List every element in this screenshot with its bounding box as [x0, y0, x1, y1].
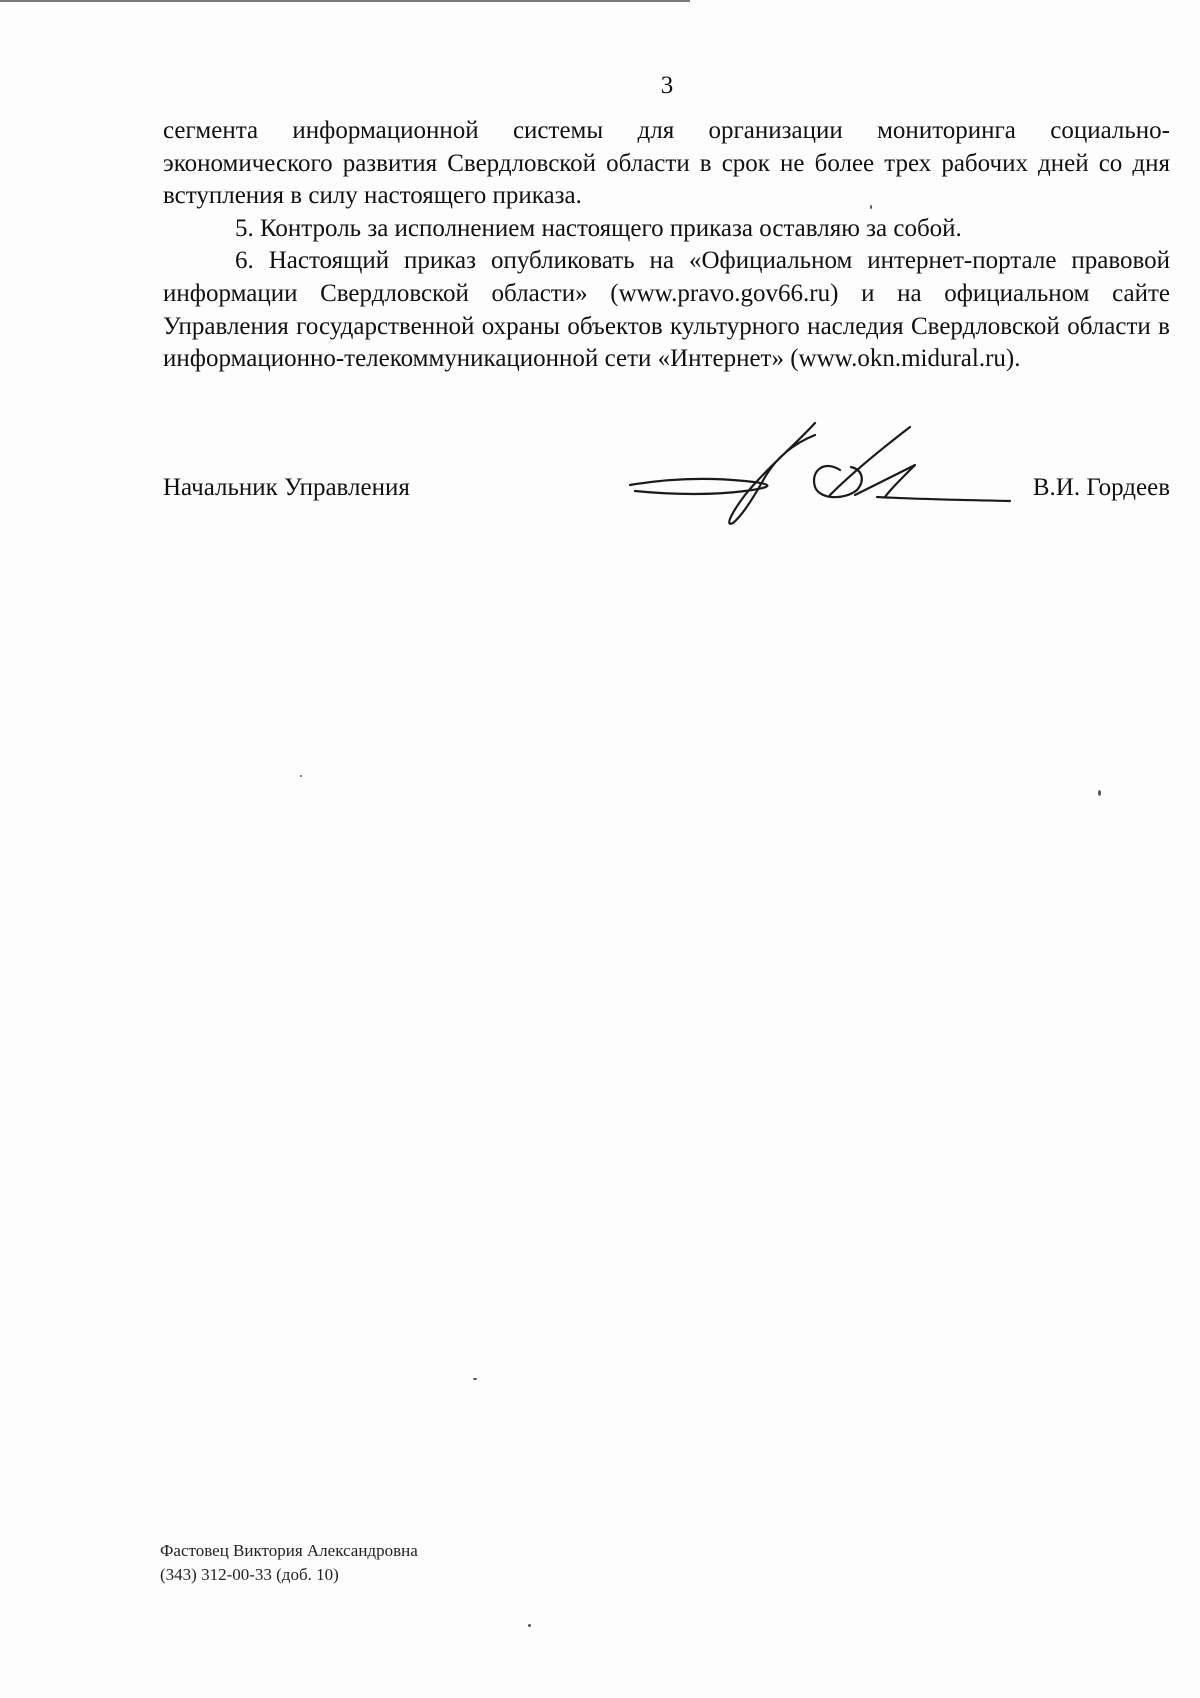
scan-speck [473, 1378, 477, 1380]
paragraph-item-6: 6. Настоящий приказ опубликовать на «Официальном интернет-портале правовой информации Свердловской области» (www.pravo.gov66.ru) и на официальном сайте Управления государственной охраны объектов культурного наследия Свердловской области в информационно-телекоммуникационной сети «Интернет» (www.okn.midural.ru). [163, 247, 1170, 373]
paragraph-continuation: сегмента информационной системы для организации мониторинга социально-экономического развития Свердловской области в срок не более трех рабочих дней со дня вступления в силу настоящего приказа. [163, 117, 1170, 210]
paragraph-item-5: 5. Контроль за исполнением настоящего приказа оставляю за собой. [235, 214, 962, 242]
executor-phone: (343) 312-00-33 (доб. 10) [160, 1565, 339, 1584]
page-number: 3 [660, 72, 674, 99]
scan-speck [528, 1624, 531, 1627]
executor-footer [160, 1539, 418, 1587]
signatory-title: Начальник Управления [163, 474, 410, 501]
handwritten-signature [625, 415, 1025, 530]
scan-speck [1098, 790, 1101, 796]
document-body [163, 115, 1170, 376]
signatory-name: В.И. Гордеев [1032, 474, 1170, 501]
scan-speck [870, 205, 872, 209]
scan-speck [300, 775, 302, 777]
scan-top-edge [0, 0, 690, 2]
executor-name: Фастовец Виктория Александровна [160, 1541, 418, 1560]
